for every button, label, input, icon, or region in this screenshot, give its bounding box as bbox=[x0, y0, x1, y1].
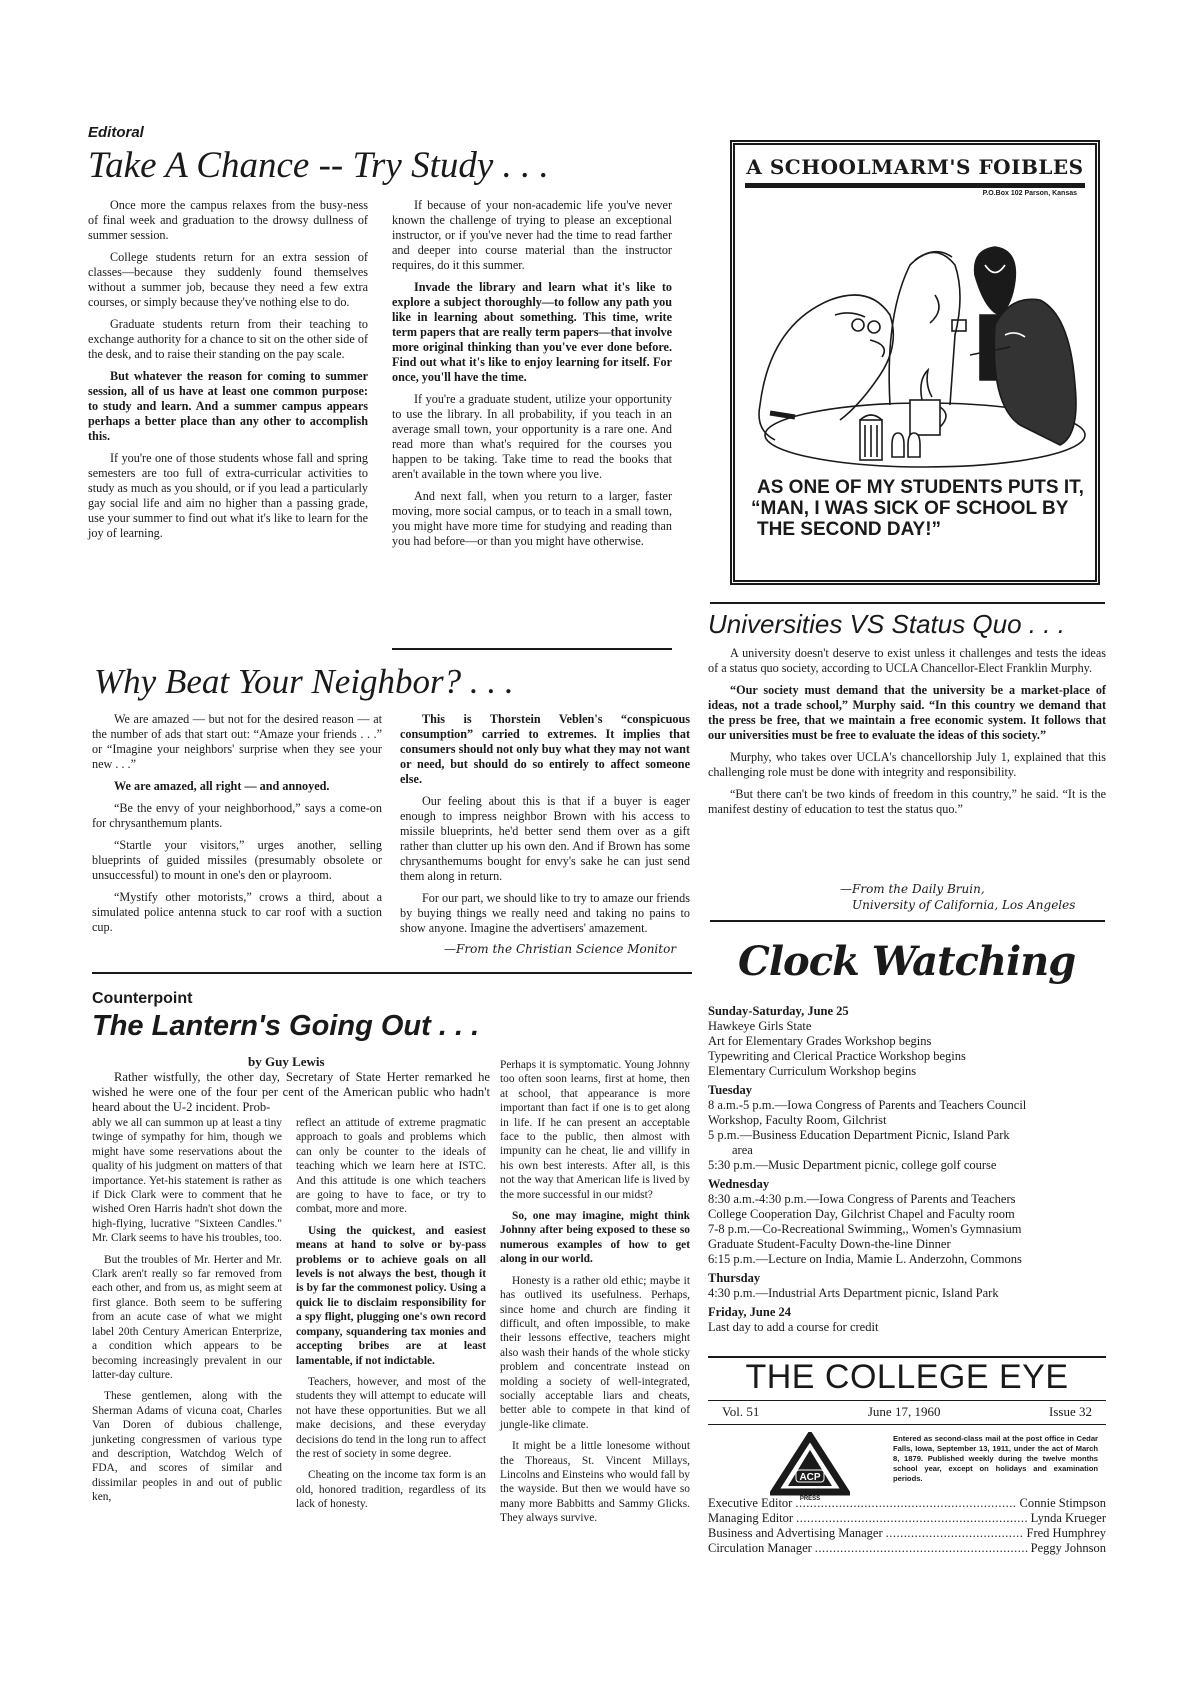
divider bbox=[710, 920, 1105, 922]
leader-dots bbox=[886, 1526, 1024, 1541]
paragraph: Our feeling about this is that if a buyer is eager enough to impress neighbor Brown with his access to missile blueprints, he'd better send them over as a gift rather than clutter up his own den. And if Brown has some chrysanthemums bought for envy's sake he can just send them along in return. bbox=[400, 794, 690, 883]
schedule-day: Sunday-Saturday, June 25 bbox=[708, 1004, 849, 1018]
universities-credit-line-1: —From the Daily Bruin, bbox=[840, 882, 985, 896]
neighbor-credit: —From the Christian Science Monitor bbox=[444, 942, 677, 956]
leader-dots bbox=[796, 1511, 1028, 1526]
paragraph: “Mystify other motorists,” crows a third, about a simulated police antenna stuck to car roof with a suction cup. bbox=[92, 890, 382, 934]
divider bbox=[710, 602, 1105, 604]
schedule-item: Graduate Student-Faculty Down-the-line Dinner bbox=[708, 1237, 951, 1251]
issue-number: Issue 32 bbox=[1049, 1404, 1092, 1419]
paragraph: reflect an attitude of extreme pragmatic approach to goals and problems which can only be counter to the ideals of teaching which we learn here at ISTC. And this attitude is one which teachers are going to have to face, or try to combat, more and more. bbox=[296, 1117, 486, 1216]
cartoon-address: P.O.Box 102 Parson, Kansas bbox=[982, 190, 1077, 197]
staff-name: Connie Stimpson bbox=[1019, 1496, 1106, 1510]
staff-row bbox=[708, 1496, 1106, 1511]
editorial-column-1 bbox=[88, 198, 368, 548]
clock-watching-title: Clock Watching bbox=[738, 938, 1076, 985]
cartoon-caption-line-1: AS ONE OF MY STUDENTS PUTS IT, bbox=[757, 477, 1084, 498]
issue-date: June 17, 1960 bbox=[867, 1404, 941, 1419]
leader-dots bbox=[795, 1496, 1016, 1511]
schedule-item: 5:30 p.m.—Music Department picnic, college golf course bbox=[708, 1158, 997, 1172]
paragraph: We are amazed — but not for the desired reason — at the number of ads that start out: “Amaze your friends . . .” or “Imagine your neighbors' surprise when they see your new . . .” bbox=[92, 712, 382, 771]
counterpoint-lead bbox=[92, 1070, 490, 1115]
svg-text:PRESS: PRESS bbox=[799, 1496, 821, 1502]
neighbor-column-1 bbox=[92, 712, 382, 942]
staff-row bbox=[708, 1511, 1106, 1526]
paragraph: These gentlemen, along with the Sherman Adams of vicuna coat, Charles Van Doren of dubious challenge, junketing congressmen of various type and description, Watchdog Welch of FDA, and scores of similar and dissimilar peoples in and out of public ken, bbox=[92, 1390, 282, 1504]
paragraph: Teachers, however, and most of the students they will attempt to educate will not have these opportunities. But we all make decisions, and these everyday decisions do tend in the long run to affect the rest of society in some degree. bbox=[296, 1375, 486, 1460]
staff-role: Managing Editor bbox=[708, 1511, 794, 1525]
staff-role: Executive Editor bbox=[708, 1496, 793, 1510]
schedule-item: College Cooperation Day, Gilchrist Chapel and Faculty room bbox=[708, 1207, 1015, 1221]
svg-text:ACP: ACP bbox=[799, 1472, 821, 1483]
divider bbox=[708, 1424, 1106, 1425]
schedule-item: Typewriting and Clerical Practice Workshop begins bbox=[708, 1049, 966, 1063]
paragraph: College students return for an extra session of classes—because they suddenly found themselves without a summer job, because they need a few extra courses, or simply because they've nothing else to do. bbox=[88, 250, 368, 309]
counterpoint-lead-text: Rather wistfully, the other day, Secretary of State Herter remarked he wished he were one of the four per cent of the American public who hadn't heard about the U-2 incident. Prob- bbox=[92, 1070, 490, 1114]
counterpoint-column-3 bbox=[500, 1058, 690, 1533]
paragraph: We are amazed, all right — and annoyed. bbox=[114, 779, 330, 793]
cartoon-caption-line-2: “MAN, I WAS SICK OF SCHOOL BY bbox=[751, 498, 1069, 519]
paragraph: This is Thorstein Veblen's “conspicuous consumption” carried to extremes. It implies that consumers should not only buy what they may not want or need, but should do so entirely to affect someone else. bbox=[400, 712, 690, 786]
paragraph: If you're a graduate student, utilize your opportunity to use the library. In all probability, if you teach in an average small town, your opportunity is a rare one. And read more than what's required for the courses you happen to be taking. Take time to read the books that aren't available in the town where you live. bbox=[392, 392, 672, 481]
paragraph: For our part, we should like to try to amaze our friends by buying things we really need and taking no pains to show anyone. Imagine the advertisers' amazement. bbox=[400, 891, 690, 935]
counterpoint-column-1 bbox=[92, 1116, 282, 1512]
paragraph: Perhaps it is symptomatic. Young Johnny too often soon learns, first at home, then at school, that appearance is more important than fact if one is to get along in life. If he can present an acceptable face to the public, then almost with impunity can he cheat, lie and villify in his own best interests. After all, is this not the way that American life is lived by the more successful in our midst? bbox=[500, 1059, 690, 1201]
schedule-day: Thursday bbox=[708, 1271, 761, 1285]
neighbor-column-2 bbox=[400, 712, 690, 943]
paragraph: And next fall, when you return to a larger, faster moving, more social campus, or to teach in a small town, you might have more time for studying and reading than you had before—or than you might have otherwise. bbox=[392, 489, 672, 548]
masthead-title: THE COLLEGE EYE bbox=[745, 1358, 1069, 1396]
divider bbox=[92, 972, 692, 974]
cartoon-title-rule bbox=[745, 183, 1085, 188]
paragraph: Cheating on the income tax form is an old, honored tradition, regardless of its lack of honesty. bbox=[296, 1469, 486, 1511]
schedule-item: Art for Elementary Grades Workshop begins bbox=[708, 1034, 932, 1048]
paragraph: So, one may imagine, might think Johnny after being exposed to these so numerous examples of how to get along in our world. bbox=[500, 1210, 690, 1266]
paragraph: But whatever the reason for coming to summer session, all of us have at least one common purpose: to study and learn. And a summer campus appears perhaps a better place than any other to accomplish this. bbox=[88, 369, 368, 443]
staff-name: Lynda Krueger bbox=[1030, 1511, 1106, 1525]
counterpoint-headline: The Lantern's Going Out . . . bbox=[92, 1010, 480, 1042]
schedule-item: 8:30 a.m.-4:30 p.m.—Iowa Congress of Parents and Teachers bbox=[708, 1192, 1016, 1206]
schedule-item: area bbox=[732, 1143, 753, 1157]
staff-role: Business and Advertising Manager bbox=[708, 1526, 883, 1540]
clock-watching-schedule bbox=[708, 1000, 1108, 1335]
editorial-column-2 bbox=[392, 198, 672, 556]
paragraph: Using the quickest, and easiest means at hand to solve or by-pass problems or to achieve goals on all levels is not always the best, though it is by far the commonest policy. Using a quick lie to disclaim responsibility for a spy flight, plugging one's own record company, squandering tax monies and accepting bribes are at least lamentable, if not indictable. bbox=[296, 1224, 486, 1367]
schedule-item: Hawkeye Girls State bbox=[708, 1019, 812, 1033]
editorial-kicker: Editoral bbox=[88, 124, 144, 141]
staff-name: Peggy Johnson bbox=[1030, 1541, 1106, 1555]
paragraph: “Startle your visitors,” urges another, selling blueprints of guided missiles (presumably obsolete or unsuccessful) to mount in one's den or playroom. bbox=[92, 838, 382, 882]
paragraph: Graduate students return from their teaching to exchange authority for a chance to sit on the other side of the desk, and to raise their standing on the pay scale. bbox=[88, 317, 368, 361]
neighbor-headline: Why Beat Your Neighbor? . . . bbox=[94, 662, 514, 701]
schedule-day: Wednesday bbox=[708, 1177, 770, 1191]
paragraph: Honesty is a rather old ethic; maybe it has outlived its usefulness. Perhaps, since home and church are finding it difficult, and often impossible, to make their lessons effective, teachers might also wash their hands of the whole sticky problem and concentrate instead on molding a society of well-integrated, socially acceptable liars and cheats, better able to compete in that kind of jungle-like climate. bbox=[500, 1274, 690, 1431]
paragraph: But the troubles of Mr. Herter and Mr. Clark aren't really so far removed from each other, and from us, as might seem at first glance. Both seem to be suffering from an acute case of what we might label 20th Century American Enterprize, a condition which appears to be becoming increasingly prevalent in our latter-day culture. bbox=[92, 1253, 282, 1381]
leader-dots bbox=[815, 1541, 1028, 1556]
paragraph: ably we all can summon up at least a tiny twinge of sympathy for him, though we might have some reservations about the quality of his judgment on matters of that importance. Yet-his statement is rather as if Dick Clark were to comment that he wished Oren Harris hadn't shot down the high-flying, lucrative "Sixteen Candles." Mr. Clark seems to have his troubles, too. bbox=[92, 1117, 282, 1245]
schedule-day: Friday, June 24 bbox=[708, 1305, 791, 1319]
cartoon-panel bbox=[730, 140, 1100, 585]
schedule-item: 5 p.m.—Business Education Department Picnic, Island Park bbox=[708, 1128, 1010, 1142]
paragraph: A university doesn't deserve to exist unless it challenges and tests the ideas of a status quo society, according to UCLA Chancellor-Elect Franklin Murphy. bbox=[708, 646, 1106, 675]
counterpoint-byline: by Guy Lewis bbox=[248, 1054, 325, 1069]
cartoon-title: A SCHOOLMARM'S FOIBLES bbox=[746, 155, 1084, 179]
paragraph: Once more the campus relaxes from the busy-ness of final week and graduation to the drowsy dullness of summer session. bbox=[88, 198, 368, 242]
schedule-item: Elementary Curriculum Workshop begins bbox=[708, 1064, 917, 1078]
paragraph: It might be a little lonesome without the Thoreaus, St. Vincent Millays, Lincolns and Einsteins who would fall by the wayside. But then we would have so many more Babbitts and Sammy Glicks. They always survive. bbox=[500, 1440, 690, 1525]
cartoon-illustration bbox=[740, 205, 1090, 475]
schedule-item: Workshop, Faculty Room, Gilchrist bbox=[708, 1113, 887, 1127]
divider bbox=[708, 1400, 1106, 1401]
counterpoint-kicker: Counterpoint bbox=[92, 990, 193, 1007]
universities-article bbox=[708, 646, 1106, 824]
paragraph: Murphy, who takes over UCLA's chancellorship July 1, explained that this challenging role must be done with integrity and responsibility. bbox=[708, 750, 1106, 779]
masthead-issue-line bbox=[708, 1404, 1106, 1420]
paragraph: “But there can't be two kinds of freedom in this country,” he said. “It is the manifest destiny of education to test the status quo.” bbox=[708, 787, 1106, 816]
staff-role: Circulation Manager bbox=[708, 1541, 812, 1555]
counterpoint-column-2 bbox=[296, 1116, 486, 1519]
staff-row bbox=[708, 1526, 1106, 1541]
paragraph: “Be the envy of your neighborhood,” says a come-on for chrysanthemum plants. bbox=[92, 801, 382, 830]
paragraph: “Our society must demand that the university be a market-place of ideas, not a trade school,” Murphy said. “In this country we demand that the press be free, that we maintain a free economic system. It follows that our universities must be free to evaluate the ideas of this society.” bbox=[708, 683, 1106, 742]
staff-box bbox=[708, 1496, 1106, 1556]
mailing-notice: Entered as second-class mail at the post office in Cedar Falls, Iowa, September 13, 1911, under the act of March 8, 1879. Published weekly during the twelve months school year, except on holidays and examination periods. bbox=[893, 1434, 1098, 1483]
schedule-item: Last day to add a course for credit bbox=[708, 1320, 879, 1334]
universities-credit-line-2: University of California, Los Angeles bbox=[852, 898, 1076, 912]
staff-name: Fred Humphrey bbox=[1026, 1526, 1106, 1540]
editorial-headline: Take A Chance -- Try Study . . . bbox=[88, 145, 549, 186]
acp-press-logo bbox=[770, 1432, 850, 1502]
schedule-item: 7-8 p.m.—Co-Recreational Swimming,, Women's Gymnasium bbox=[708, 1222, 1022, 1236]
schedule-item: 6:15 p.m.—Lecture on India, Mamie L. Anderzohn, Commons bbox=[708, 1252, 1022, 1266]
schedule-day: Tuesday bbox=[708, 1083, 753, 1097]
universities-headline: Universities VS Status Quo . . . bbox=[708, 609, 1065, 639]
divider bbox=[392, 648, 672, 650]
schedule-item: 4:30 p.m.—Industrial Arts Department picnic, Island Park bbox=[708, 1286, 999, 1300]
paragraph: If because of your non-academic life you've never known the challenge of trying to please an exceptional instructor, or if you've never had the time to read farther and deeper into course material than the instructor requires, do it this summer. bbox=[392, 198, 672, 272]
paragraph: If you're one of those students whose fall and spring semesters are too full of extra-curricular activities to study as much as you should, or if you lead a particularly gay social life and aim no higher than a passing grade, use your summer to find out what it's like to learn for the joy of learning. bbox=[88, 451, 368, 540]
staff-row bbox=[708, 1541, 1106, 1556]
schedule-item: 8 a.m.-5 p.m.—Iowa Congress of Parents and Teachers Council bbox=[708, 1098, 1027, 1112]
cartoon-caption-line-3: THE SECOND DAY!” bbox=[757, 519, 942, 540]
volume-number: Vol. 51 bbox=[722, 1404, 760, 1419]
paragraph: Invade the library and learn what it's like to explore a subject thoroughly—to follow any path you like in learning about something. This time, write term papers that are really term papers—that involve more original thinking than you've ever done before. Find out what it's like to enjoy learning for itself. For once, you'll have the time. bbox=[392, 280, 672, 384]
